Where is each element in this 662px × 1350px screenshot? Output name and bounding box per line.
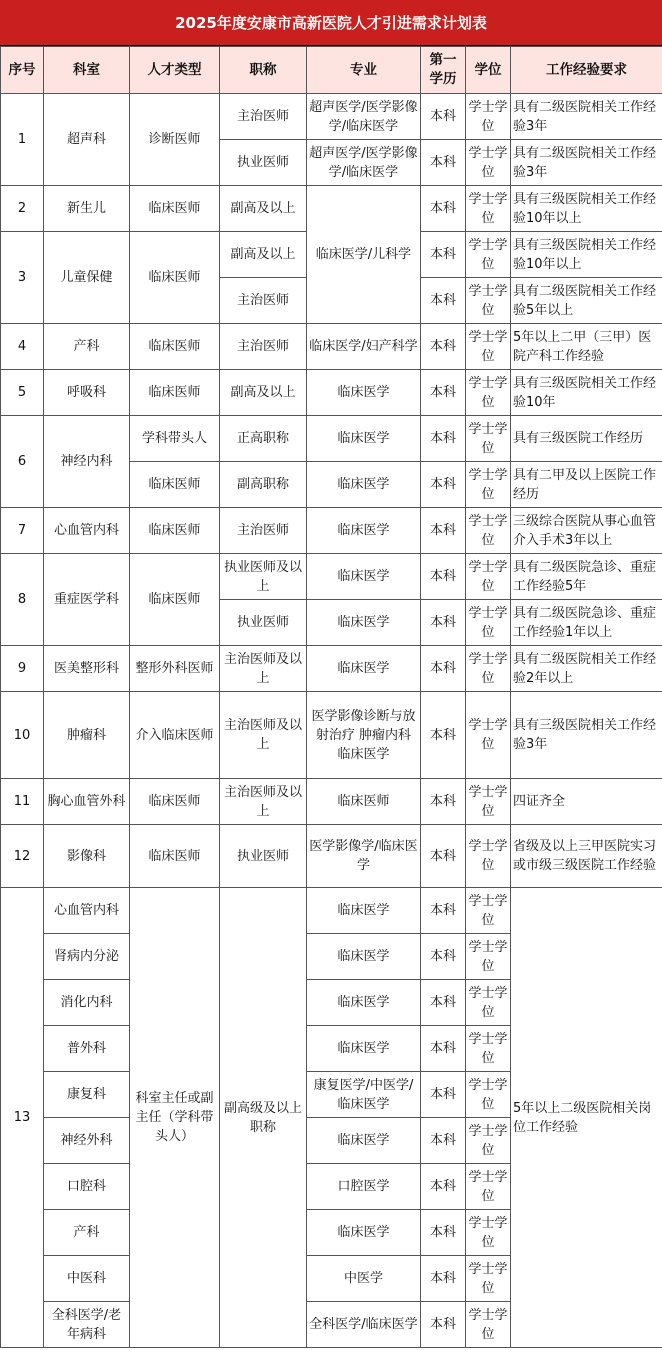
cell-rank: 主治医师 bbox=[220, 94, 307, 140]
cell-rank: 执业医师及以上 bbox=[220, 554, 307, 600]
cell-dept: 消化内科 bbox=[44, 980, 130, 1026]
talent-demand-table bbox=[0, 46, 662, 1348]
table-row bbox=[1, 779, 662, 825]
cell-major: 口腔医学 bbox=[307, 1164, 421, 1210]
cell-experience: 具有三级医院相关工作经验10年 bbox=[511, 370, 662, 416]
cell-dept: 康复科 bbox=[44, 1072, 130, 1118]
cell-major: 超声医学/医学影像学/临床医学 bbox=[307, 140, 421, 186]
cell-edu: 本科 bbox=[421, 1118, 466, 1164]
cell-major: 临床医学 bbox=[307, 1210, 421, 1256]
cell-major: 临床医学/妇产科学 bbox=[307, 324, 421, 370]
cell-major: 临床医学 bbox=[307, 934, 421, 980]
cell-degree: 学士学位 bbox=[466, 980, 511, 1026]
table-row bbox=[1, 888, 662, 934]
cell-edu: 本科 bbox=[421, 825, 466, 888]
cell-edu: 本科 bbox=[421, 934, 466, 980]
cell-dept: 神经外科 bbox=[44, 1118, 130, 1164]
header-type: 人才类型 bbox=[130, 47, 220, 94]
cell-rank: 正高职称 bbox=[220, 416, 307, 462]
cell-rank: 主治医师 bbox=[220, 324, 307, 370]
cell-edu: 本科 bbox=[421, 1210, 466, 1256]
table-row bbox=[1, 186, 662, 232]
header-no: 序号 bbox=[1, 47, 44, 94]
cell-edu: 本科 bbox=[421, 779, 466, 825]
cell-edu: 本科 bbox=[421, 140, 466, 186]
cell-degree: 学士学位 bbox=[466, 140, 511, 186]
cell-degree: 学士学位 bbox=[466, 934, 511, 980]
cell-major: 临床医学/儿科学 bbox=[307, 186, 421, 324]
cell-rank: 执业医师 bbox=[220, 825, 307, 888]
table-row bbox=[1, 324, 662, 370]
table-row bbox=[1, 370, 662, 416]
cell-major: 临床医学 bbox=[307, 508, 421, 554]
cell-experience: 省级及以上三甲医院实习或市级三级医院工作经验 bbox=[511, 825, 662, 888]
cell-edu: 本科 bbox=[421, 416, 466, 462]
cell-type: 科室主任或副主任（学科带头人） bbox=[130, 888, 220, 1348]
cell-dept: 神经内科 bbox=[44, 416, 130, 508]
cell-rank: 副高职称 bbox=[220, 462, 307, 508]
cell-experience: 具有三级医院相关工作经验3年 bbox=[511, 692, 662, 779]
cell-dept: 超声科 bbox=[44, 94, 130, 186]
cell-rank: 主治医师及以上 bbox=[220, 779, 307, 825]
cell-degree: 学士学位 bbox=[466, 1026, 511, 1072]
cell-experience: 三级综合医院从事心血管介入手术3年以上 bbox=[511, 508, 662, 554]
cell-rank: 主治医师及以上 bbox=[220, 646, 307, 692]
cell-major: 医学影像诊断与放射治疗 肿瘤内科 临床医学 bbox=[307, 692, 421, 779]
cell-experience: 具有二级医院急诊、重症工作经验5年 bbox=[511, 554, 662, 600]
cell-edu: 本科 bbox=[421, 370, 466, 416]
cell-major: 中医学 bbox=[307, 1256, 421, 1302]
cell-type: 临床医师 bbox=[130, 825, 220, 888]
cell-dept: 产科 bbox=[44, 324, 130, 370]
table-row bbox=[1, 646, 662, 692]
table-row bbox=[1, 94, 662, 140]
cell-major: 临床医学 bbox=[307, 888, 421, 934]
cell-major: 临床医学 bbox=[307, 554, 421, 600]
cell-major: 临床医学 bbox=[307, 1118, 421, 1164]
cell-type: 临床医师 bbox=[130, 779, 220, 825]
cell-edu: 本科 bbox=[421, 1026, 466, 1072]
cell-experience: 具有二级医院急诊、重症工作经验1年以上 bbox=[511, 600, 662, 646]
cell-degree: 学士学位 bbox=[466, 1072, 511, 1118]
cell-type: 临床医师 bbox=[130, 554, 220, 646]
cell-dept: 产科 bbox=[44, 1210, 130, 1256]
cell-rank: 执业医师 bbox=[220, 140, 307, 186]
cell-type: 诊断医师 bbox=[130, 94, 220, 186]
cell-degree: 学士学位 bbox=[466, 1302, 511, 1348]
cell-dept: 医美整形科 bbox=[44, 646, 130, 692]
cell-edu: 本科 bbox=[421, 554, 466, 600]
cell-experience: 具有二甲及以上医院工作经历 bbox=[511, 462, 662, 508]
cell-major: 超声医学/医学影像学/临床医学 bbox=[307, 94, 421, 140]
cell-major: 全科医学/临床医学 bbox=[307, 1302, 421, 1348]
cell-no: 13 bbox=[1, 888, 44, 1348]
cell-edu: 本科 bbox=[421, 980, 466, 1026]
cell-no: 5 bbox=[1, 370, 44, 416]
cell-rank: 主治医师 bbox=[220, 508, 307, 554]
cell-degree: 学士学位 bbox=[466, 1256, 511, 1302]
cell-degree: 学士学位 bbox=[466, 370, 511, 416]
cell-edu: 本科 bbox=[421, 186, 466, 232]
cell-no: 3 bbox=[1, 232, 44, 324]
table-title: 2025年度安康市高新医院人才引进需求计划表 bbox=[0, 0, 662, 46]
cell-experience: 5年以上二级医院相关岗位工作经验 bbox=[511, 888, 662, 1348]
cell-degree: 学士学位 bbox=[466, 508, 511, 554]
table-row bbox=[1, 825, 662, 888]
cell-dept: 影像科 bbox=[44, 825, 130, 888]
table-row bbox=[1, 692, 662, 779]
cell-edu: 本科 bbox=[421, 1256, 466, 1302]
cell-no: 6 bbox=[1, 416, 44, 508]
cell-major: 临床医学 bbox=[307, 1026, 421, 1072]
cell-dept: 心血管内科 bbox=[44, 508, 130, 554]
cell-major: 康复医学/中医学/临床医学 bbox=[307, 1072, 421, 1118]
table-row bbox=[1, 554, 662, 600]
cell-rank: 执业医师 bbox=[220, 600, 307, 646]
cell-degree: 学士学位 bbox=[466, 232, 511, 278]
cell-experience: 具有二级医院相关工作经验3年 bbox=[511, 94, 662, 140]
cell-dept: 儿童保健 bbox=[44, 232, 130, 324]
cell-degree: 学士学位 bbox=[466, 692, 511, 779]
cell-dept: 普外科 bbox=[44, 1026, 130, 1072]
cell-dept: 全科医学/老年病科 bbox=[44, 1302, 130, 1348]
cell-degree: 学士学位 bbox=[466, 600, 511, 646]
cell-experience: 具有三级医院相关工作经验10年以上 bbox=[511, 232, 662, 278]
cell-experience: 具有三级医院工作经历 bbox=[511, 416, 662, 462]
cell-edu: 本科 bbox=[421, 888, 466, 934]
cell-major: 临床医学 bbox=[307, 462, 421, 508]
cell-no: 8 bbox=[1, 554, 44, 646]
cell-experience: 四证齐全 bbox=[511, 779, 662, 825]
cell-edu: 本科 bbox=[421, 1302, 466, 1348]
cell-degree: 学士学位 bbox=[466, 646, 511, 692]
cell-degree: 学士学位 bbox=[466, 416, 511, 462]
cell-type: 临床医师 bbox=[130, 186, 220, 232]
table-row bbox=[1, 508, 662, 554]
cell-dept: 中医科 bbox=[44, 1256, 130, 1302]
cell-edu: 本科 bbox=[421, 692, 466, 779]
cell-experience: 具有二级医院相关工作经验2年以上 bbox=[511, 646, 662, 692]
header-row bbox=[1, 47, 662, 94]
cell-experience: 5年以上二甲（三甲）医院产科工作经验 bbox=[511, 324, 662, 370]
cell-dept: 新生儿 bbox=[44, 186, 130, 232]
cell-edu: 本科 bbox=[421, 1164, 466, 1210]
cell-major: 临床医师 bbox=[307, 779, 421, 825]
cell-degree: 学士学位 bbox=[466, 825, 511, 888]
cell-degree: 学士学位 bbox=[466, 278, 511, 324]
cell-degree: 学士学位 bbox=[466, 186, 511, 232]
header-experience: 工作经验要求 bbox=[511, 47, 662, 94]
cell-rank: 副高及以上 bbox=[220, 370, 307, 416]
cell-dept: 心血管内科 bbox=[44, 888, 130, 934]
header-edu: 第一学历 bbox=[421, 47, 466, 94]
cell-dept: 口腔科 bbox=[44, 1164, 130, 1210]
cell-degree: 学士学位 bbox=[466, 462, 511, 508]
cell-no: 10 bbox=[1, 692, 44, 779]
cell-edu: 本科 bbox=[421, 462, 466, 508]
cell-type: 介入临床医师 bbox=[130, 692, 220, 779]
cell-edu: 本科 bbox=[421, 1072, 466, 1118]
cell-no: 9 bbox=[1, 646, 44, 692]
cell-edu: 本科 bbox=[421, 278, 466, 324]
cell-dept: 肾病内分泌 bbox=[44, 934, 130, 980]
cell-major: 医学影像学/临床医学 bbox=[307, 825, 421, 888]
cell-type: 临床医师 bbox=[130, 462, 220, 508]
cell-major: 临床医学 bbox=[307, 416, 421, 462]
cell-major: 临床医学 bbox=[307, 980, 421, 1026]
cell-degree: 学士学位 bbox=[466, 1164, 511, 1210]
cell-type: 临床医师 bbox=[130, 370, 220, 416]
cell-type: 临床医师 bbox=[130, 324, 220, 370]
cell-edu: 本科 bbox=[421, 508, 466, 554]
cell-degree: 学士学位 bbox=[466, 1210, 511, 1256]
cell-experience: 具有二级医院相关工作经验3年 bbox=[511, 140, 662, 186]
cell-degree: 学士学位 bbox=[466, 1118, 511, 1164]
cell-no: 4 bbox=[1, 324, 44, 370]
cell-type: 临床医师 bbox=[130, 508, 220, 554]
cell-major: 临床医学 bbox=[307, 646, 421, 692]
cell-type: 整形外科医师 bbox=[130, 646, 220, 692]
cell-no: 1 bbox=[1, 94, 44, 186]
cell-rank: 副高及以上 bbox=[220, 186, 307, 232]
cell-degree: 学士学位 bbox=[466, 888, 511, 934]
cell-experience: 具有三级医院相关工作经验10年以上 bbox=[511, 186, 662, 232]
cell-edu: 本科 bbox=[421, 646, 466, 692]
cell-type: 临床医师 bbox=[130, 232, 220, 324]
header-degree: 学位 bbox=[466, 47, 511, 94]
cell-degree: 学士学位 bbox=[466, 324, 511, 370]
cell-rank: 主治医师 bbox=[220, 278, 307, 324]
cell-rank: 副高级及以上职称 bbox=[220, 888, 307, 1348]
cell-edu: 本科 bbox=[421, 600, 466, 646]
cell-major: 临床医学 bbox=[307, 600, 421, 646]
cell-no: 11 bbox=[1, 779, 44, 825]
cell-major: 临床医学 bbox=[307, 370, 421, 416]
header-rank: 职称 bbox=[220, 47, 307, 94]
cell-experience: 具有二级医院相关工作经验5年以上 bbox=[511, 278, 662, 324]
header-major: 专业 bbox=[307, 47, 421, 94]
cell-degree: 学士学位 bbox=[466, 779, 511, 825]
cell-dept: 胸心血管外科 bbox=[44, 779, 130, 825]
cell-rank: 副高及以上 bbox=[220, 232, 307, 278]
cell-rank: 主治医师及以上 bbox=[220, 692, 307, 779]
table-row bbox=[1, 416, 662, 462]
cell-dept: 肿瘤科 bbox=[44, 692, 130, 779]
cell-type: 学科带头人 bbox=[130, 416, 220, 462]
header-dept: 科室 bbox=[44, 47, 130, 94]
cell-no: 2 bbox=[1, 186, 44, 232]
cell-no: 7 bbox=[1, 508, 44, 554]
cell-edu: 本科 bbox=[421, 324, 466, 370]
cell-degree: 学士学位 bbox=[466, 94, 511, 140]
cell-no: 12 bbox=[1, 825, 44, 888]
cell-degree: 学士学位 bbox=[466, 554, 511, 600]
cell-edu: 本科 bbox=[421, 232, 466, 278]
cell-dept: 重症医学科 bbox=[44, 554, 130, 646]
cell-dept: 呼吸科 bbox=[44, 370, 130, 416]
cell-edu: 本科 bbox=[421, 94, 466, 140]
